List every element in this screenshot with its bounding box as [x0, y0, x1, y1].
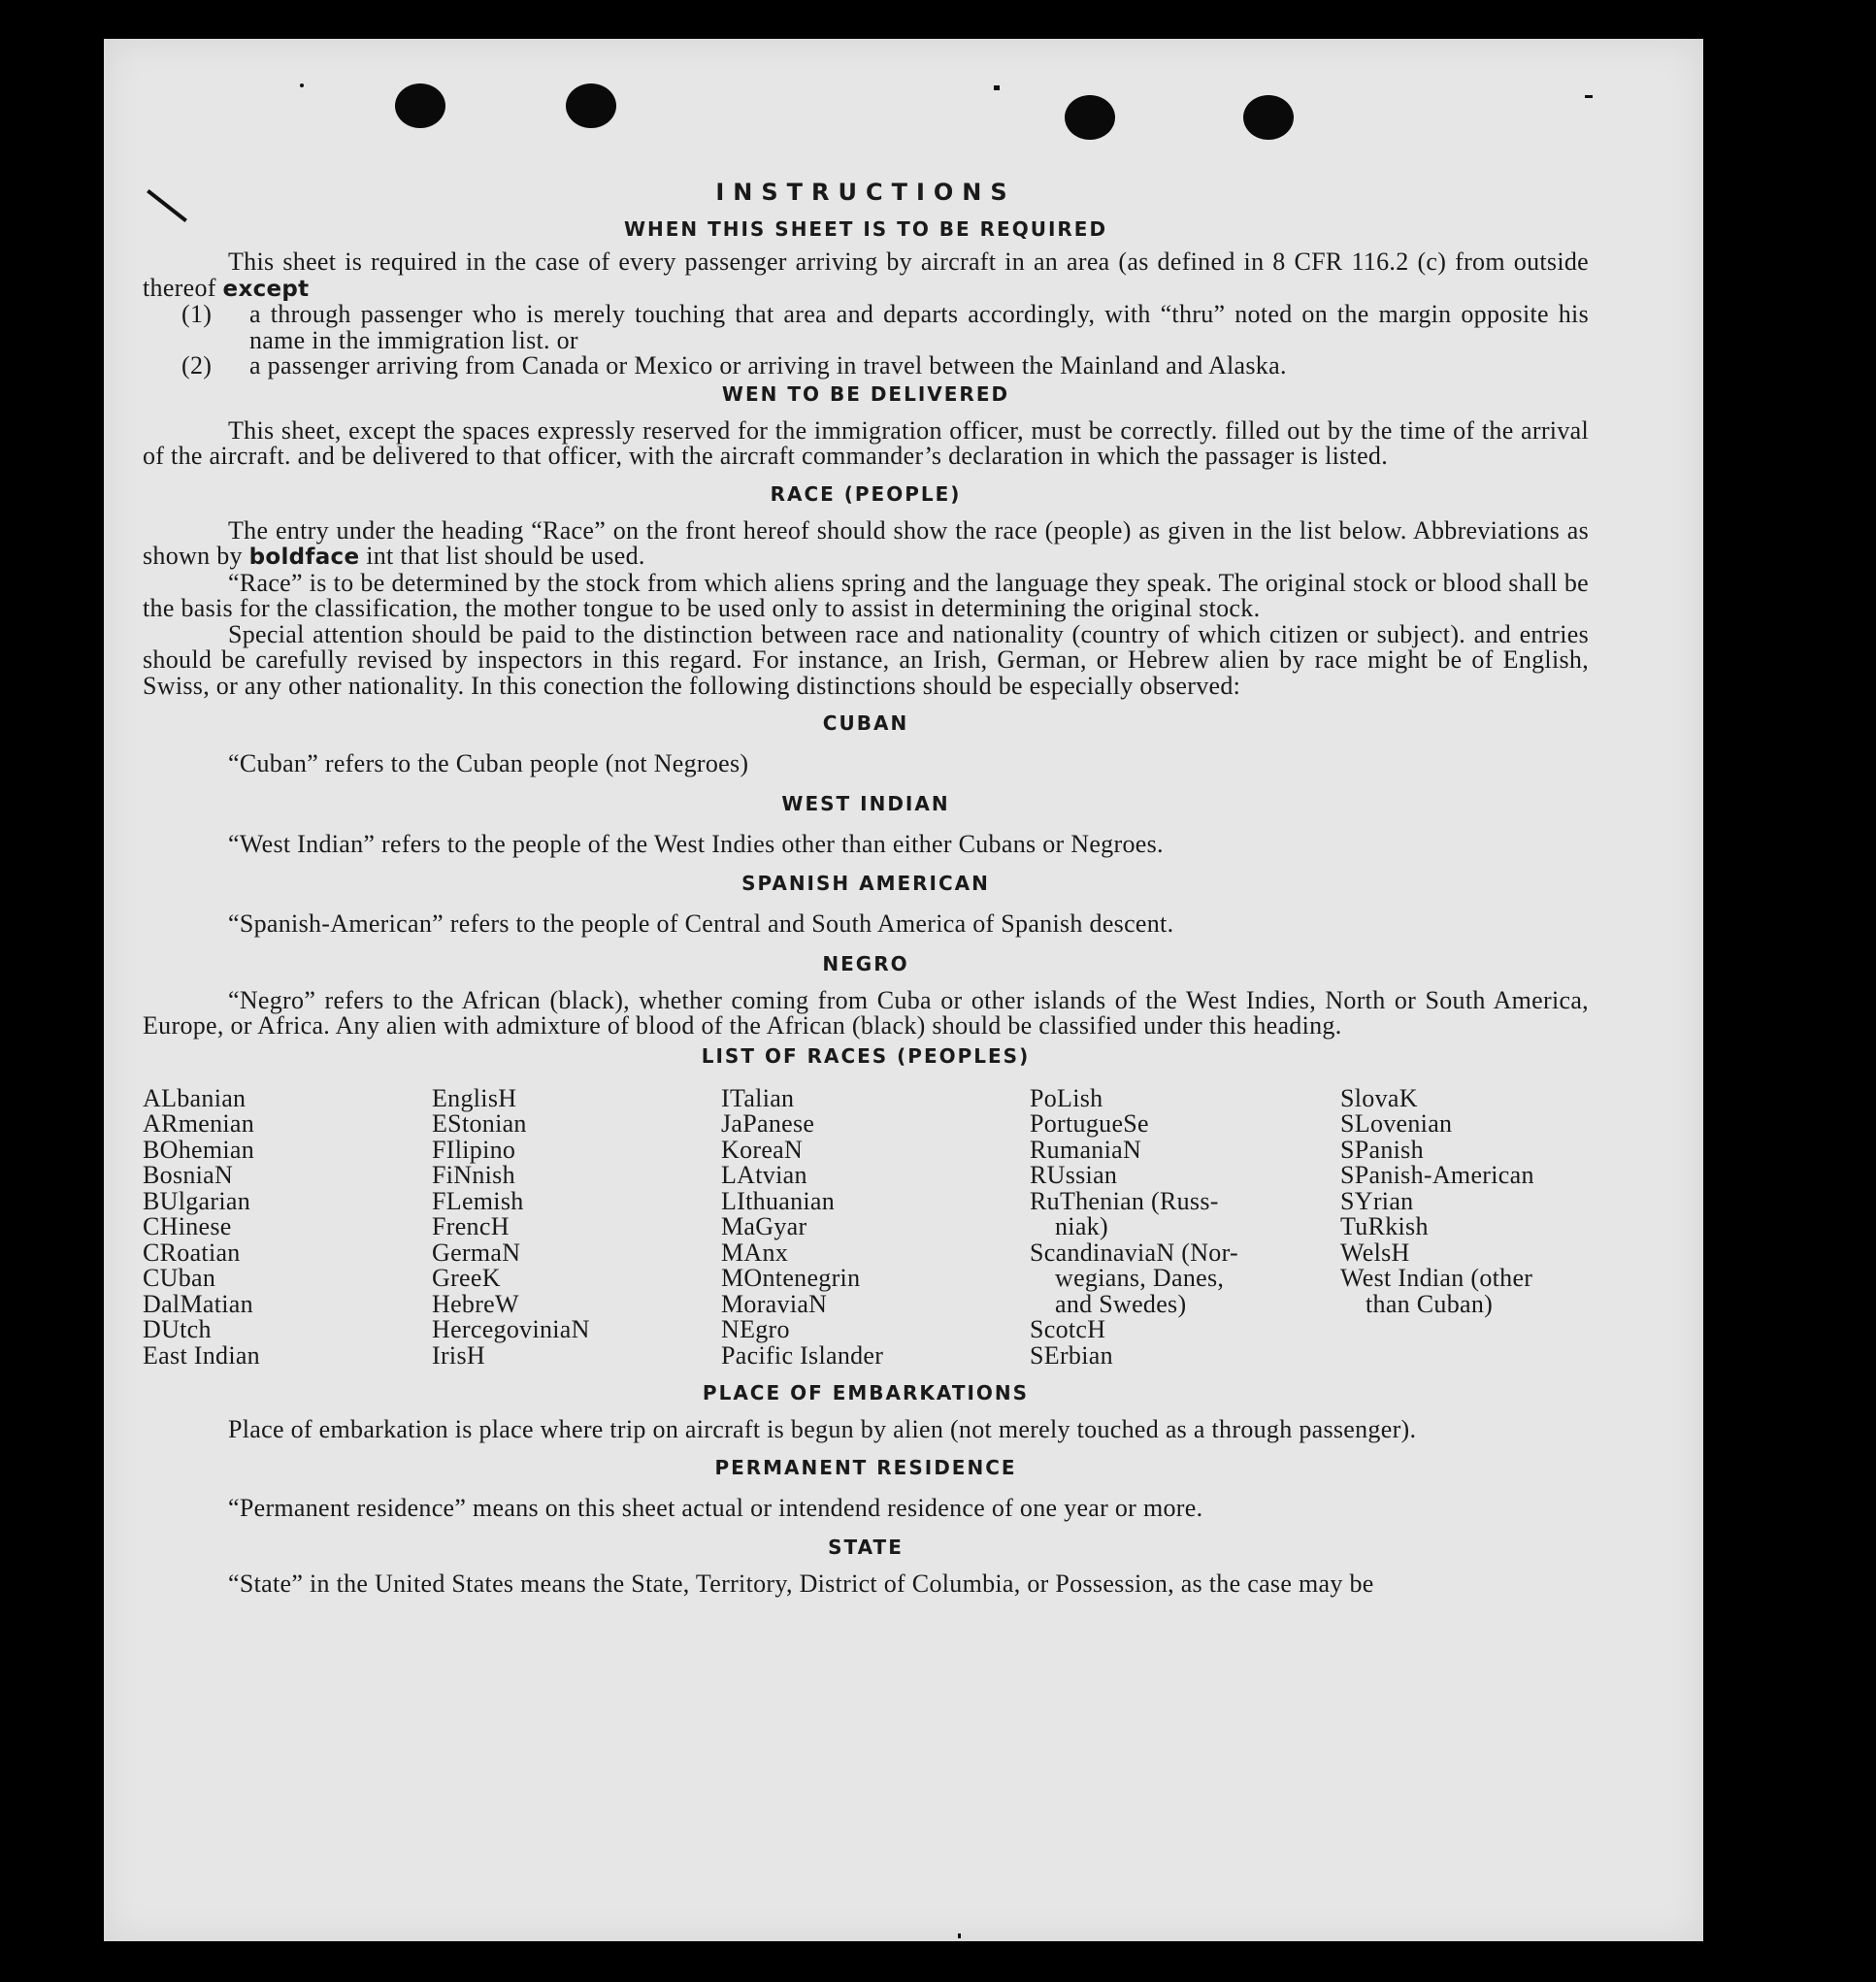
race-item: FiNnish [432, 1161, 515, 1189]
race-item: PoLish [1030, 1083, 1103, 1112]
race-item: RumaniaN [1030, 1135, 1142, 1164]
section-heading-negro: NEGRO [822, 951, 909, 975]
state-text: “State” in the United States means the State, Territory, District of Columbia, or Possession, as the case may be [228, 1569, 1374, 1598]
races-column-4 [1030, 1083, 1340, 1370]
section-heading-west-indian: WEST INDIAN [781, 791, 950, 815]
race-item: wegians, Danes, [1055, 1264, 1225, 1292]
race-item: SLovenian [1340, 1109, 1453, 1138]
delivered-text: This sheet, except the spaces expressly reserved for the immigration officer, must be correctly. filled out by the time of the arrival of the aircraft. and be delivered to that officer, with the aircraft commander’s declaration in which the passager is listed. [143, 415, 1589, 470]
race-item: BUlgarian [143, 1186, 251, 1215]
required-item-2 [181, 351, 1589, 380]
race-item: FLemish [432, 1186, 524, 1215]
race-item: RUssian [1030, 1161, 1118, 1189]
punch-hole [395, 83, 445, 128]
race-item: EStonian [432, 1109, 527, 1138]
race-item: DalMatian [143, 1289, 253, 1318]
race-paragraph-2: “Race” is to be determined by the stock from which aliens spring and the language they speak. The original stock or blood shall be the basis for the classification, the mother tongue to be used only to assist in determining the original stock. [143, 568, 1589, 622]
page-title: INSTRUCTIONS [715, 179, 1016, 206]
embarkation-text: Place of embarkation is place where trip on aircraft is begun by alien (not merely touched as a through passenger). [228, 1415, 1417, 1443]
punch-hole [1243, 95, 1294, 140]
race-item: FIlipino [432, 1135, 516, 1164]
race-item: CRoatian [143, 1238, 241, 1267]
item-number: (2) [181, 351, 213, 380]
race-item: MAnx [721, 1238, 789, 1267]
race-item: ScandinaviaN (Nor- [1030, 1238, 1238, 1267]
section-heading-spanish-american: SPANISH AMERICAN [741, 872, 990, 895]
west-indian-text: “West Indian” refers to the people of the West Indies other than either Cubans or Negroes. [228, 829, 1164, 858]
race-item: DUtch [143, 1315, 212, 1343]
race-item: BosniaN [143, 1161, 234, 1189]
scan-mark [994, 85, 1000, 90]
race-paragraph-3: Special attention should be paid to the distinction between race and nationality (country of which citizen or subject). and entries should be carefully revised by inspectors in this regard. For instance, an Irish, German, or Hebrew alien by race might be of English, Swiss, or any other nationality. In this conection the following distinctions should be especially observed: [143, 619, 1589, 700]
race-item: SPanish [1340, 1135, 1424, 1164]
race-item: HercegoviniaN [432, 1315, 590, 1343]
race-item: SErbian [1030, 1340, 1113, 1370]
race-item: MoraviaN [721, 1289, 828, 1318]
race-p1-text-end: int that list should be used. [366, 542, 645, 570]
required-intro-bold: except [222, 276, 310, 302]
cuban-text: “Cuban” refers to the Cuban people (not Negroes) [228, 749, 749, 777]
race-item: SPanish-American [1340, 1161, 1534, 1189]
race-item: and Swedes) [1055, 1289, 1187, 1318]
section-heading-race: RACE (PEOPLE) [770, 481, 962, 506]
punch-hole [566, 83, 616, 128]
race-item: SlovaK [1340, 1083, 1418, 1112]
document-page [104, 39, 1703, 1941]
race-item: WelsH [1340, 1238, 1410, 1267]
residence-text: “Permanent residence” means on this sheet actual or intendend residence of one year or more. [228, 1493, 1203, 1522]
race-item: than Cuban) [1366, 1289, 1494, 1318]
punch-hole [1065, 95, 1115, 140]
negro-text: “Negro” refers to the African (black), whether coming from Cuba or other islands of the West Indies, North or South America, Europe, or Africa. Any alien with admixture of blood of the African (black) should be classified under this heading. [143, 985, 1589, 1040]
race-item: ScotcH [1030, 1315, 1106, 1343]
race-item: GermaN [432, 1238, 521, 1267]
section-heading-delivered: WEN TO BE DELIVERED [721, 381, 1010, 406]
item-number: (1) [181, 300, 213, 328]
race-item: East Indian [143, 1340, 260, 1370]
races-column-5 [1340, 1083, 1569, 1370]
race-item: LAtvian [721, 1161, 807, 1189]
scan-mark [300, 83, 304, 87]
race-item: ARmenian [143, 1109, 255, 1138]
race-item: GreeK [432, 1264, 501, 1292]
race-item: MOntenegrin [721, 1264, 861, 1292]
section-heading-embarkation: PLACE OF EMBARKATIONS [702, 1381, 1030, 1404]
race-item: ALbanian [143, 1083, 247, 1112]
race-item: niak) [1055, 1212, 1108, 1240]
race-item: CUban [143, 1264, 216, 1292]
race-p1-text: The entry under the heading “Race” on the front hereof should show the race (people) as given in the list below. Abbreviations as shown by [143, 515, 1589, 570]
instructions-content [143, 180, 1589, 1598]
required-item-1 [181, 300, 1589, 354]
race-item: JaPanese [721, 1109, 815, 1138]
spanish-american-text: “Spanish-American” refers to the people of Central and South America of Spanish descent. [228, 909, 1174, 938]
race-item: HebreW [432, 1289, 519, 1318]
races-column-3 [721, 1083, 1030, 1370]
race-item: PortugueSe [1030, 1109, 1149, 1138]
item-text: a passenger arriving from Canada or Mexico or arriving in travel between the Mainland and Alaska. [249, 351, 1287, 380]
section-heading-list-of-races: LIST OF RACES (PEOPLES) [701, 1043, 1031, 1068]
section-heading-residence: PERMANENT RESIDENCE [714, 1455, 1017, 1479]
section-heading-cuban: CUBAN [822, 711, 909, 735]
race-item: CHinese [143, 1212, 232, 1240]
races-column-2 [432, 1083, 721, 1370]
race-item: Pacific Islander [721, 1340, 884, 1370]
section-heading-required: WHEN THIS SHEET IS TO BE REQUIRED [623, 217, 1108, 241]
race-item: RuThenian (Russ- [1030, 1186, 1219, 1215]
races-list [143, 1083, 1589, 1370]
scan-mark [1585, 95, 1593, 98]
race-item: SYrian [1340, 1186, 1414, 1215]
scan-mark [958, 1933, 961, 1938]
required-intro-text: This sheet is required in the case of every passenger arriving by aircraft in an area (as defined in 8 CFR 116.2 (c) from outside thereof [143, 248, 1589, 302]
race-item: MaGyar [721, 1212, 807, 1240]
race-item: West Indian (other [1340, 1264, 1533, 1292]
race-item: NEgro [721, 1315, 790, 1343]
race-paragraph-1 [143, 515, 1589, 571]
race-item: BOhemian [143, 1135, 255, 1164]
item-text: a through passenger who is merely touching that area and departs accordingly, with “thru” noted on the margin opposite his name in the immigration list. or [249, 300, 1589, 354]
race-item: KoreaN [721, 1135, 804, 1164]
race-item: IrisH [432, 1340, 485, 1370]
section-heading-state: STATE [828, 1536, 904, 1559]
race-p1-bold: boldface [248, 545, 360, 570]
races-column-1 [143, 1083, 432, 1370]
required-intro [143, 249, 1589, 302]
race-item: FrencH [432, 1212, 510, 1240]
race-item: ITalian [721, 1083, 795, 1112]
race-item: LIthuanian [721, 1186, 836, 1215]
race-item: TuRkish [1340, 1212, 1429, 1240]
race-item: EnglisH [432, 1083, 517, 1112]
